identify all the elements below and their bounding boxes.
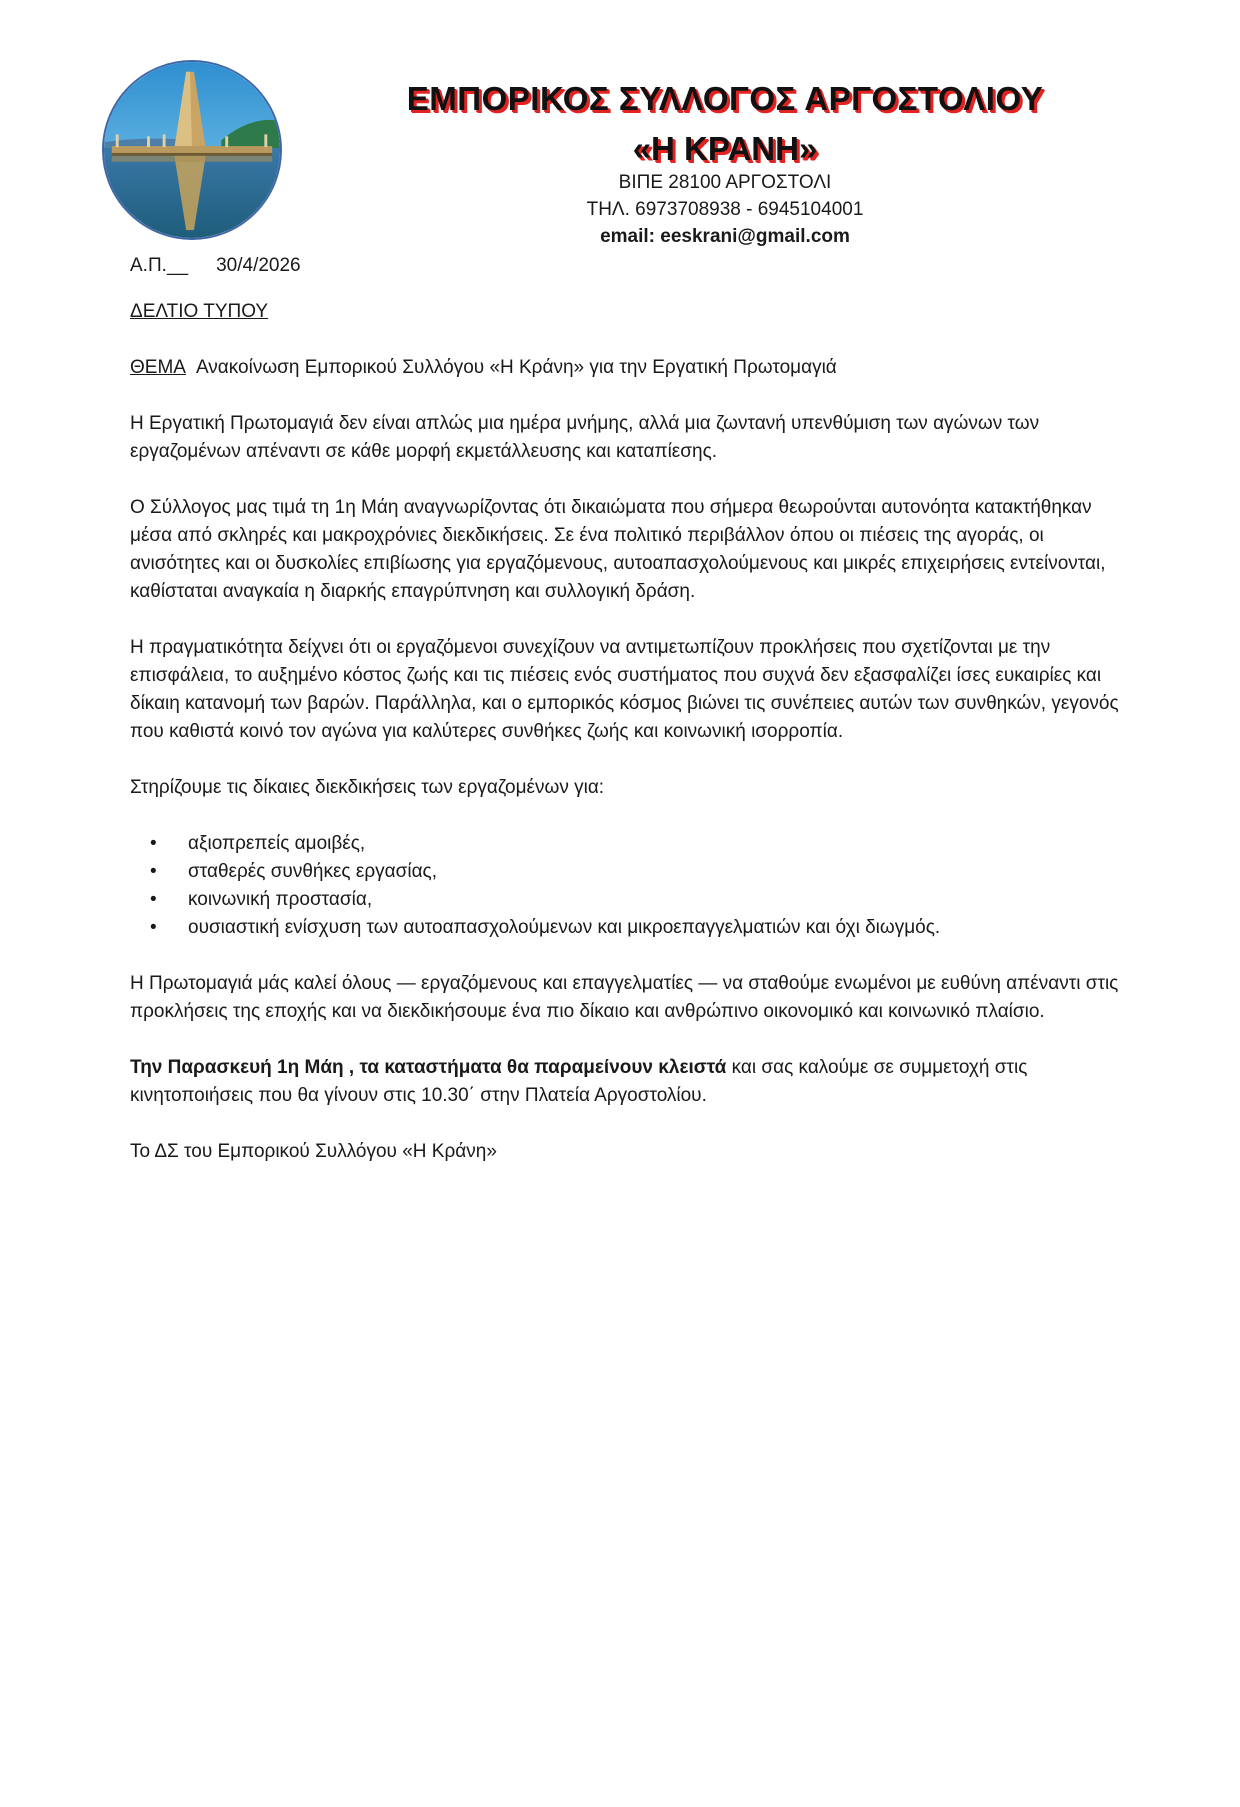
announcement-bold-text: Την Παρασκευή 1η Μάη , τα καταστήματα θα παραμείνουν κλειστά (130, 1057, 727, 1078)
list-item: • αξιοπρεπείς αμοιβές, (188, 830, 1130, 858)
paragraph-3: Η πραγματικότητα δείχνει ότι οι εργαζόμενοι συνεχίζουν να αντιμετωπίζουν προκλήσεις που σχετίζονται με την επισφάλεια, το αυξημένο κόστος ζωής και τις πιέσεις ενός συστήματος που συχνά δεν εξασφαλίζει ίσες ευκαιρίες και δίκαιη κατανομή των βαρών. Παράλληλα, και ο εμπορικός κόσμος βιώνει τις συνέπειες αυτών των συνθηκών, γεγονός που καθιστά κοινό τον αγώνα για καλύτερες συνθήκες ζωής και κοινωνική ισορροπία. (130, 637, 1119, 742)
organization-subtitle: «Η ΚΡΑΝΗ» (632, 130, 818, 167)
announcement-text: και σας καλούμε σε συμμετοχή στις κινητοποιήσεις που θα γίνουν στις 10.30΄ στην Πλατεία Αργοστολίου. (130, 1057, 1028, 1106)
announcement-paragraph (130, 1054, 1130, 1110)
subject-text: Ανακοίνωση Εμπορικού Συλλόγου «Η Κράνη» για την Εργατική Πρωτομαγιά (195, 357, 837, 378)
paragraph-1: Η Εργατική Πρωτομαγιά δεν είναι απλώς μια ημέρα μνήμης, αλλά μια ζωντανή υπενθύμιση των αγώνων των εργαζομένων απέναντι σε κάθε μορφή εκμετάλλευσης και καταπίεσης. (130, 413, 1040, 462)
subject-line (130, 354, 1130, 382)
protocol-number: Α.Π.__ (130, 255, 189, 276)
obelisk-lake-logo-icon (102, 60, 282, 240)
organization-phone: ΤΗΛ. 6973708938 - 6945104001 (586, 199, 864, 220)
organization-address: ΒΙΠΕ 28100 ΑΡΓΟΣΤΟΛΙ (618, 172, 832, 193)
list-item: • σταθερές συνθήκες εργασίας, (188, 858, 1130, 886)
list-item: • κοινωνική προστασία, (188, 886, 1130, 914)
demands-list (130, 830, 1130, 942)
document-date: 30/4/2026 (216, 255, 301, 276)
reference-line (130, 255, 301, 277)
subject-label: ΘΕΜΑ (130, 357, 186, 378)
paragraph-4: Στηρίζουμε τις δίκαιες διεκδικήσεις των εργαζομένων για: (130, 777, 605, 798)
paragraph-2: Ο Σύλλογος μας τιμά τη 1η Μάη αναγνωρίζοντας ότι δικαιώματα που σήμερα θεωρούνται αυτονόητα κατακτήθηκαν μέσα από σκληρές και μακροχρόνιες διεκδικήσεις. Σε ένα πολιτικό περιβάλλον όπου οι πιέσεις της αγοράς, οι ανισότητες και οι δυσκολίες επιβίωσης για εργαζόμενους, αυτοαπασχολούμενους και μικρές επιχειρήσεις εντείνονται, καθίσταται αναγκαία η διαρκής επαγρύπνηση και συλλογική δράση. (130, 497, 1106, 602)
document-type-label: ΔΕΛΤΙΟ ΤΥΠΟΥ (130, 301, 269, 322)
organization-title: ΕΜΠΟΡΙΚΟΣ ΣΥΛΛΟΓΟΣ ΑΡΓΟΣΤΟΛΙΟΥ (406, 80, 1044, 117)
document-body (130, 298, 1130, 1194)
document-type-line (130, 298, 1130, 326)
organization-email: email: eeskrani@gmail.com (600, 226, 850, 247)
signature: Το ΔΣ του Εμπορικού Συλλόγου «Η Κράνη» (130, 1141, 497, 1162)
paragraph-5: Η Πρωτομαγιά μάς καλεί όλους — εργαζόμενους και επαγγελματίες — να σταθούμε ενωμένοι με ευθύνη απέναντι στις προκλήσεις της εποχής και να διεκδικήσουμε ένα πιο δίκαιο και ανθρώπινο οικονομικό και κοινωνικό πλαίσιο. (130, 973, 1119, 1022)
list-item: • ουσιαστική ενίσχυση των αυτοαπασχολούμενων και μικροεπαγγελματιών και όχι διωγμός. (188, 914, 1130, 942)
